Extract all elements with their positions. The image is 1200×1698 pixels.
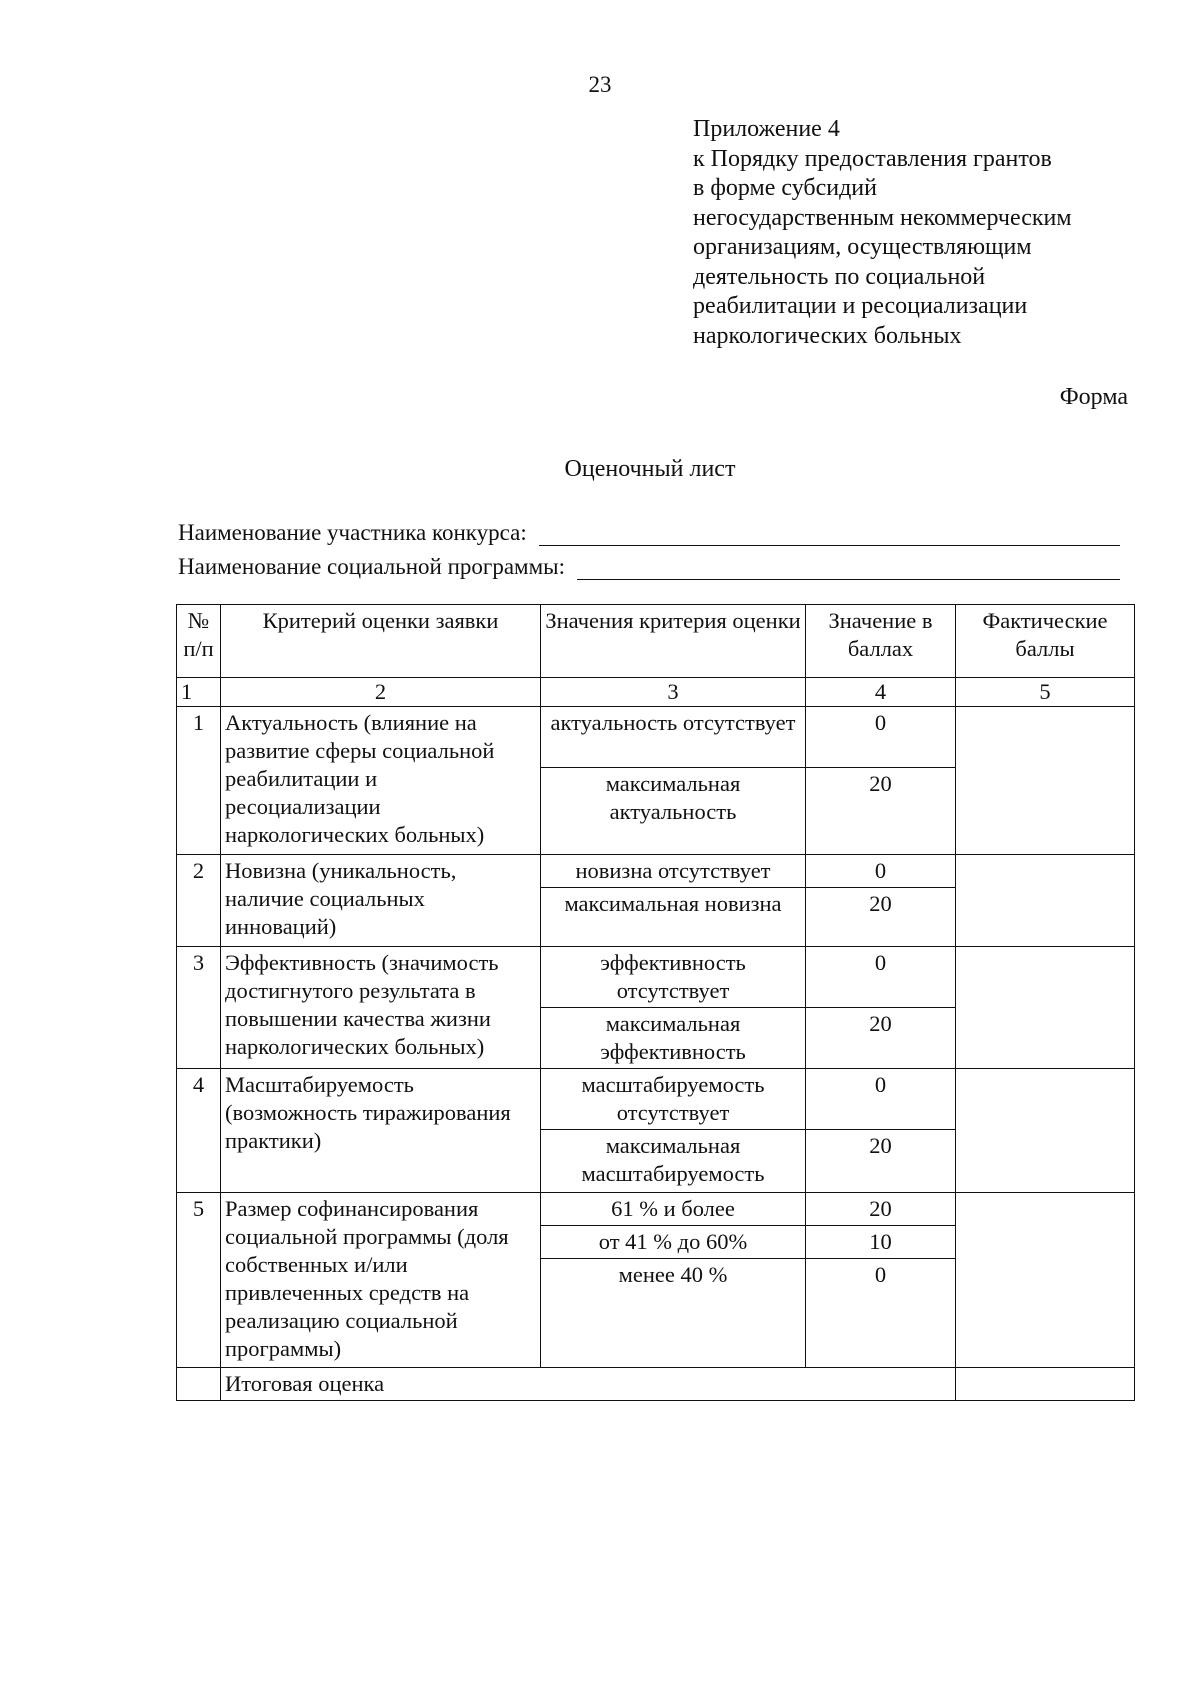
column-number-row [177, 678, 1135, 707]
points-value: 20 [806, 1193, 956, 1226]
total-score-cell[interactable] [956, 1368, 1135, 1401]
points-value: 20 [806, 1130, 956, 1193]
appendix-line: наркологических больных [693, 322, 962, 349]
actual-points-cell[interactable] [956, 707, 1135, 855]
appendix-line: в форме субсидий [693, 175, 877, 201]
table-row [177, 855, 1135, 888]
criterion-value: актуальность отсутствует [541, 707, 806, 768]
table-row [177, 947, 1135, 1008]
header-points: Значение в баллах [806, 605, 956, 678]
criterion-value: менее 40 % [541, 1259, 806, 1368]
points-value: 0 [806, 947, 956, 1008]
header-criterion: Критерий оценки заявки [221, 605, 541, 678]
actual-points-cell[interactable] [956, 947, 1135, 1069]
points-value: 20 [806, 768, 956, 855]
total-row [177, 1368, 1135, 1401]
row-number: 5 [177, 1193, 221, 1368]
form-label: Форма [1059, 384, 1128, 410]
criterion-cell: Новизна (уникальность, наличие социальных инноваций) [221, 855, 541, 947]
criterion-cell: Масштабируемость (возможность тиражирования практики) [221, 1069, 541, 1193]
criterion-cell: Размер софинансирования социальной программы (доля собственных и/или привлеченных средств на реализацию социальной программы) [221, 1193, 541, 1368]
column-number: 3 [541, 678, 806, 707]
appendix-line: реабилитации и ресоциализации [693, 293, 1028, 319]
header-num: № п/п [177, 605, 221, 678]
participant-name-blank[interactable] [539, 525, 1120, 546]
header-values: Значения критерия оценки [541, 605, 806, 678]
criterion-cell: Эффективность (значимость достигнутого результата в повышении качества жизни наркологических больных) [221, 947, 541, 1069]
program-name-field [178, 554, 1120, 580]
criterion-cell: Актуальность (влияние на развитие сферы социальной реабилитации и ресоциализации наркологических больных) [221, 707, 541, 855]
appendix-reference [693, 115, 1072, 351]
criterion-value: от 41 % до 60% [541, 1226, 806, 1259]
column-number: 2 [221, 678, 541, 707]
criterion-value: максимальная новизна [541, 888, 806, 947]
row-number: 1 [177, 707, 221, 855]
points-value: 0 [806, 707, 956, 768]
criterion-value: 61 % и более [541, 1193, 806, 1226]
participant-name-field [178, 520, 1120, 546]
program-name-blank[interactable] [577, 559, 1120, 580]
criterion-value: максимальная эффективность [541, 1008, 806, 1069]
document-title: Оценочный лист [564, 456, 736, 482]
criterion-value: новизна отсутствует [541, 855, 806, 888]
appendix-line: деятельность по социальной [693, 263, 986, 290]
criterion-value: максимальная актуальность [541, 768, 806, 855]
table-row [177, 1193, 1135, 1226]
points-value: 0 [806, 1069, 956, 1130]
points-value: 20 [806, 888, 956, 947]
header-actual: Фактические баллы [956, 605, 1135, 678]
points-value: 0 [806, 1259, 956, 1368]
actual-points-cell[interactable] [956, 1193, 1135, 1368]
points-value: 10 [806, 1226, 956, 1259]
table-row [177, 1069, 1135, 1130]
criterion-value: масштабируемость отсутствует [541, 1069, 806, 1130]
points-value: 0 [806, 855, 956, 888]
row-number: 4 [177, 1069, 221, 1193]
column-number: 5 [956, 678, 1135, 707]
participant-name-label: Наименование участника конкурса: [178, 520, 527, 545]
criterion-value: максимальная масштабируемость [541, 1130, 806, 1193]
appendix-line: негосударственным некоммерческим [693, 204, 1072, 231]
appendix-line: организациям, осуществляющим [693, 234, 1032, 260]
points-value: 20 [806, 1008, 956, 1069]
actual-points-cell[interactable] [956, 855, 1135, 947]
appendix-line: Приложение 4 [693, 116, 840, 142]
total-num-cell [177, 1368, 221, 1401]
total-label: Итоговая оценка [221, 1368, 956, 1401]
criterion-value: эффективность отсутствует [541, 947, 806, 1008]
actual-points-cell[interactable] [956, 1069, 1135, 1193]
table-header-row [177, 605, 1135, 678]
program-name-label: Наименование социальной программы: [178, 554, 566, 579]
row-number: 2 [177, 855, 221, 947]
row-number: 3 [177, 947, 221, 1069]
column-number: 4 [806, 678, 956, 707]
page-number: 23 [588, 72, 612, 97]
evaluation-table [176, 604, 1135, 1401]
appendix-line: к Порядку предоставления грантов [693, 145, 1052, 172]
table-row [177, 707, 1135, 768]
column-number: 1 [177, 678, 221, 707]
